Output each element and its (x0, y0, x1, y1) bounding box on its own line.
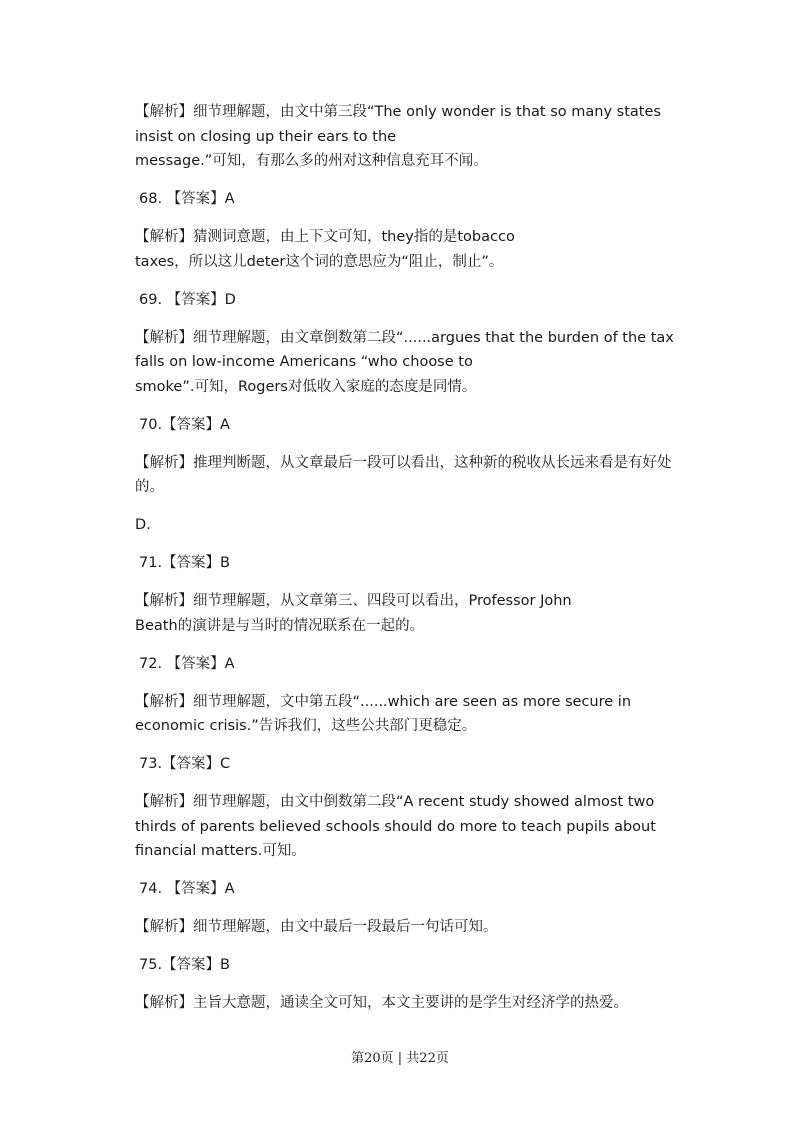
paragraph-gap (135, 212, 665, 226)
answer-block (135, 652, 665, 677)
text-line: 【解析】推理判断题，从文章最后一段可以看出，这种新的税收从长远来看是有好处 (135, 454, 672, 471)
answer-line: 71.【答案】B (139, 555, 231, 571)
answer-block (135, 877, 665, 902)
paragraph-gap (135, 638, 665, 652)
paragraph-gap (135, 312, 665, 326)
text-line: 【解析】细节理解题，从文章第三、四段可以看出，Professor John (135, 593, 572, 609)
analysis-paragraph (135, 225, 665, 274)
paragraph-gap (135, 437, 665, 451)
page-number: 第20页 | 共22页 (351, 1051, 449, 1066)
paragraph-gap (135, 864, 665, 878)
answer-block (135, 413, 665, 438)
text-line: economic crisis.”告诉我们，这些公共部门更稳定。 (135, 718, 477, 734)
analysis-paragraph (135, 790, 665, 864)
text-line: 【解析】细节理解题，由文章倒数第二段“......argues that the burden of the tax (135, 329, 674, 346)
text-line: insist on closing up their ears to the (135, 128, 397, 145)
text-line: thirds of parents believed schools should do more to teach pupils about (135, 818, 656, 835)
answer-line: 73.【答案】C (139, 756, 231, 772)
paragraph-gap (135, 500, 665, 514)
answer-block (135, 288, 665, 313)
analysis-paragraph (135, 991, 665, 1016)
text-line: 【解析】主旨大意题，通读全文可知，本文主要讲的是学生对经济学的热爱。 (135, 995, 628, 1011)
text-line: financial matters.可知。 (135, 843, 306, 859)
text-line: D. (135, 517, 151, 533)
text-line: 【解析】细节理解题，由文中第三段“The only wonder is that so many states (135, 104, 661, 120)
text-line: message.”可知，有那么多的州对这种信息充耳不闻。 (135, 153, 488, 169)
document-body (135, 100, 674, 1016)
answer-line: 72. 【答案】A (139, 655, 235, 672)
text-paragraph (135, 513, 665, 538)
answer-block (135, 752, 665, 777)
paragraph-gap (135, 399, 665, 413)
answer-line: 69. 【答案】D (139, 291, 236, 308)
paragraph-gap (135, 676, 665, 690)
answer-line: 74. 【答案】A (139, 881, 235, 897)
text-line: taxes，所以这儿deter这个词的意思应为“阻止，制止”。 (135, 253, 504, 270)
text-line: 【解析】细节理解题，由文中倒数第二段“A recent study showed almost two (135, 794, 655, 810)
paragraph-gap (135, 902, 665, 916)
text-line: smoke”.可知，Rogers对低收入家庭的态度是同情。 (135, 378, 477, 395)
text-line: Beath的演讲是与当时的情况联系在一起的。 (135, 617, 425, 634)
answer-line: 75.【答案】B (139, 957, 231, 973)
answer-line: 70.【答案】A (139, 416, 230, 433)
analysis-paragraph (135, 326, 674, 400)
text-line: falls on low-income Americans “who choose to (135, 354, 473, 370)
answer-block (135, 953, 665, 978)
analysis-paragraph (135, 589, 665, 638)
answer-block (135, 187, 665, 212)
answer-block (135, 551, 665, 576)
paragraph-gap (135, 978, 665, 992)
paragraph-gap (135, 777, 665, 791)
answer-line: 68. 【答案】A (139, 191, 235, 207)
paragraph-gap (135, 538, 665, 552)
paragraph-gap (135, 576, 665, 590)
analysis-paragraph (135, 690, 665, 739)
analysis-paragraph (135, 451, 672, 500)
text-line: 【解析】细节理解题，由文中最后一段最后一句话可知。 (135, 919, 498, 935)
paragraph-gap (135, 174, 665, 188)
page-footer (0, 1047, 800, 1066)
paragraph-gap (135, 739, 665, 753)
paragraph-gap (135, 274, 665, 288)
text-line: 【解析】细节理解题，文中第五段“......which are seen as more secure in (135, 693, 632, 710)
analysis-paragraph (135, 100, 665, 174)
analysis-paragraph (135, 915, 665, 940)
text-line: 【解析】猜测词意题，由上下文可知，they指的是tobacco (135, 229, 515, 245)
paragraph-gap (135, 940, 665, 954)
text-line: 的。 (135, 479, 164, 495)
